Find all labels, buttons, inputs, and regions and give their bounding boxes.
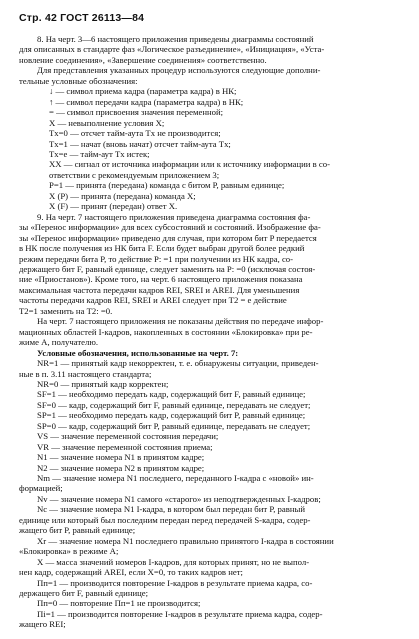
- text-line: 9. На черт. 7 настоящего приложения приведена диаграмма состояния фа-: [37, 211, 311, 222]
- text-line: Пi=1 — производится повторение I-кадров в результате приема кадра, содер-: [37, 608, 323, 619]
- page-header: Стр. 42 ГОСТ 26113—84: [19, 12, 145, 24]
- text-line: Nc — значение номера N1 I-кадра, в котором был передан бит P, равный: [37, 504, 305, 515]
- text-line: жащего REI;: [19, 619, 66, 630]
- text-line: SP=0 — кадр, содержащий бит P, равный единице, передавать не следует;: [37, 420, 311, 431]
- text-line: нен кадр, содержащий AREI, если X=0, то таких кадров нет;: [19, 567, 243, 578]
- text-line: ные в п. 3.11 настоящего стандарта;: [19, 368, 152, 379]
- text-line: SF=1 — необходимо передать кадр, содержащий бит F, равный единице;: [37, 389, 306, 400]
- text-line: NR=0 — принятый кадр корректен;: [37, 378, 169, 389]
- text-line: На черт. 7 настоящего приложения не показаны действия по передаче инфор-: [37, 316, 324, 327]
- text-line: Для представления указанных процедур используются следующие дополни-: [37, 65, 321, 76]
- text-line: тельные условные обозначения:: [19, 75, 138, 86]
- symbol-line: Tx=1 — начат (вновь начат) отсчет тайм-аута Tx;: [49, 138, 231, 149]
- symbol-line: P=1 — принята (передана) команда с битом P, равным единице;: [49, 180, 285, 191]
- text-line: мационных областей I-кадров, накопленных в состоянии «Блокировка» при ре-: [19, 326, 313, 337]
- document-body: [19, 34, 403, 630]
- text-line: максимальная частота передачи кадров REI, SREI и AREI. Для уменьшения: [19, 284, 300, 295]
- text-line: новление соединения», «Завершение соединения» соответственно.: [19, 54, 267, 65]
- text-line: жащего бит P, равный единице;: [19, 525, 136, 536]
- text-line: Пп=1 — производится повторение I-кадров в результате приема кадра, со-: [37, 577, 313, 588]
- text-line: зы «Перенос информации» для всех субсостояний и состояний. Изображение фа-: [19, 222, 321, 233]
- text-line: Nv — значение номера N1 самого «старого» из неподтвержденных I-кадров;: [37, 493, 321, 504]
- symbol-line: XX — сигнал от источника информации или к источнику информации в со-: [49, 159, 330, 170]
- text-line: частоты передачи кадров REI, SREI и AREI следует при T2 = e действие: [19, 295, 287, 306]
- symbol-line: ↑ — символ передачи кадра (параметра кадра) в НК;: [49, 96, 244, 107]
- text-line: 8. На черт. 3—6 настоящего приложения приведены диаграммы состояний: [37, 34, 314, 44]
- text-line: единице или который был последним передан перед передачей S-кадра, содер-: [19, 514, 311, 525]
- text-line: VR — значение переменной состояния приема;: [37, 441, 213, 452]
- text-line: режим передачи бита P, то действие P: =1 при получении из НК кадра, со-: [19, 253, 294, 264]
- text-line: NR=1 — принятый кадр некорректен, т. е. обнаружены ситуации, приведен-: [37, 358, 319, 369]
- symbol-line: X — невыполнение условия X;: [49, 117, 165, 128]
- symbol-line: X (P) — принята (передана) команда X;: [49, 190, 196, 201]
- text-line: зы «Перенос информации» приведено для случая, при котором бит P передается: [19, 232, 317, 243]
- symbol-line: ↓ — символ приема кадра (параметра кадра) в НК;: [49, 86, 237, 97]
- text-line: жиме A, получателю.: [19, 337, 99, 348]
- symbol-line: Tx=0 — отсчет тайм-аута Tx не производится;: [49, 128, 221, 139]
- text-line: N2 — значение номера N2 в принятом кадре;: [37, 462, 205, 473]
- text-line: N1 — значение номера N1 в принятом кадре;: [37, 452, 205, 463]
- text-line: в НК после получения из НК бита F. Если будет выбран другой более редкий: [19, 243, 305, 254]
- text-line: SF=0 — кадр, содержащий бит F, равный единице, передавать не следует;: [37, 399, 311, 410]
- text-line: «Блокировка» в режиме A;: [19, 546, 119, 557]
- text-line: для описанных в стандарте фаз «Логическое разъединение», «Инициация», «Уста-: [19, 44, 325, 55]
- text-line: держащего бит F, равный единице, следует заменить на P: =0 (исключая состоя-: [19, 263, 316, 274]
- section-heading: Условные обозначения, использованные на черт. 7:: [37, 347, 239, 358]
- text-line: Nm — значение номера N1 последнего, переданного I-кадра с «новой» ин-: [37, 473, 314, 484]
- text-line: формацией;: [19, 483, 63, 494]
- text-line: T2=1 заменить на T2: =0.: [19, 305, 113, 316]
- symbol-line: = — символ присвоения значения переменной;: [49, 107, 224, 118]
- text-line: X — масса значений номеров I-кадров, для которых принят, но не выпол-: [37, 556, 310, 567]
- text-line: VS — значение переменной состояния передачи;: [37, 431, 219, 442]
- symbol-line: X (F) — принят (передан) ответ X.: [49, 201, 178, 212]
- text-line: ние «Приостанов»). Кроме того, на черт. 6 настоящего приложения показана: [19, 274, 303, 285]
- text-line: SP=1 — необходимо передать кадр, содержащий бит P, равный единице;: [37, 410, 306, 421]
- symbol-line: ответствии с рекомендуемым приложением 3;: [49, 169, 220, 180]
- symbol-line: Tx=e — тайм-аут Tx истек;: [49, 148, 150, 159]
- text-line: держащего бит F, равный единице;: [19, 588, 149, 599]
- text-line: Xr — значение номера N1 последнего правильно принятого I-кадра в состоянии: [37, 535, 334, 546]
- text-line: Пп=0 — повторение Пп=1 не производится;: [37, 598, 201, 609]
